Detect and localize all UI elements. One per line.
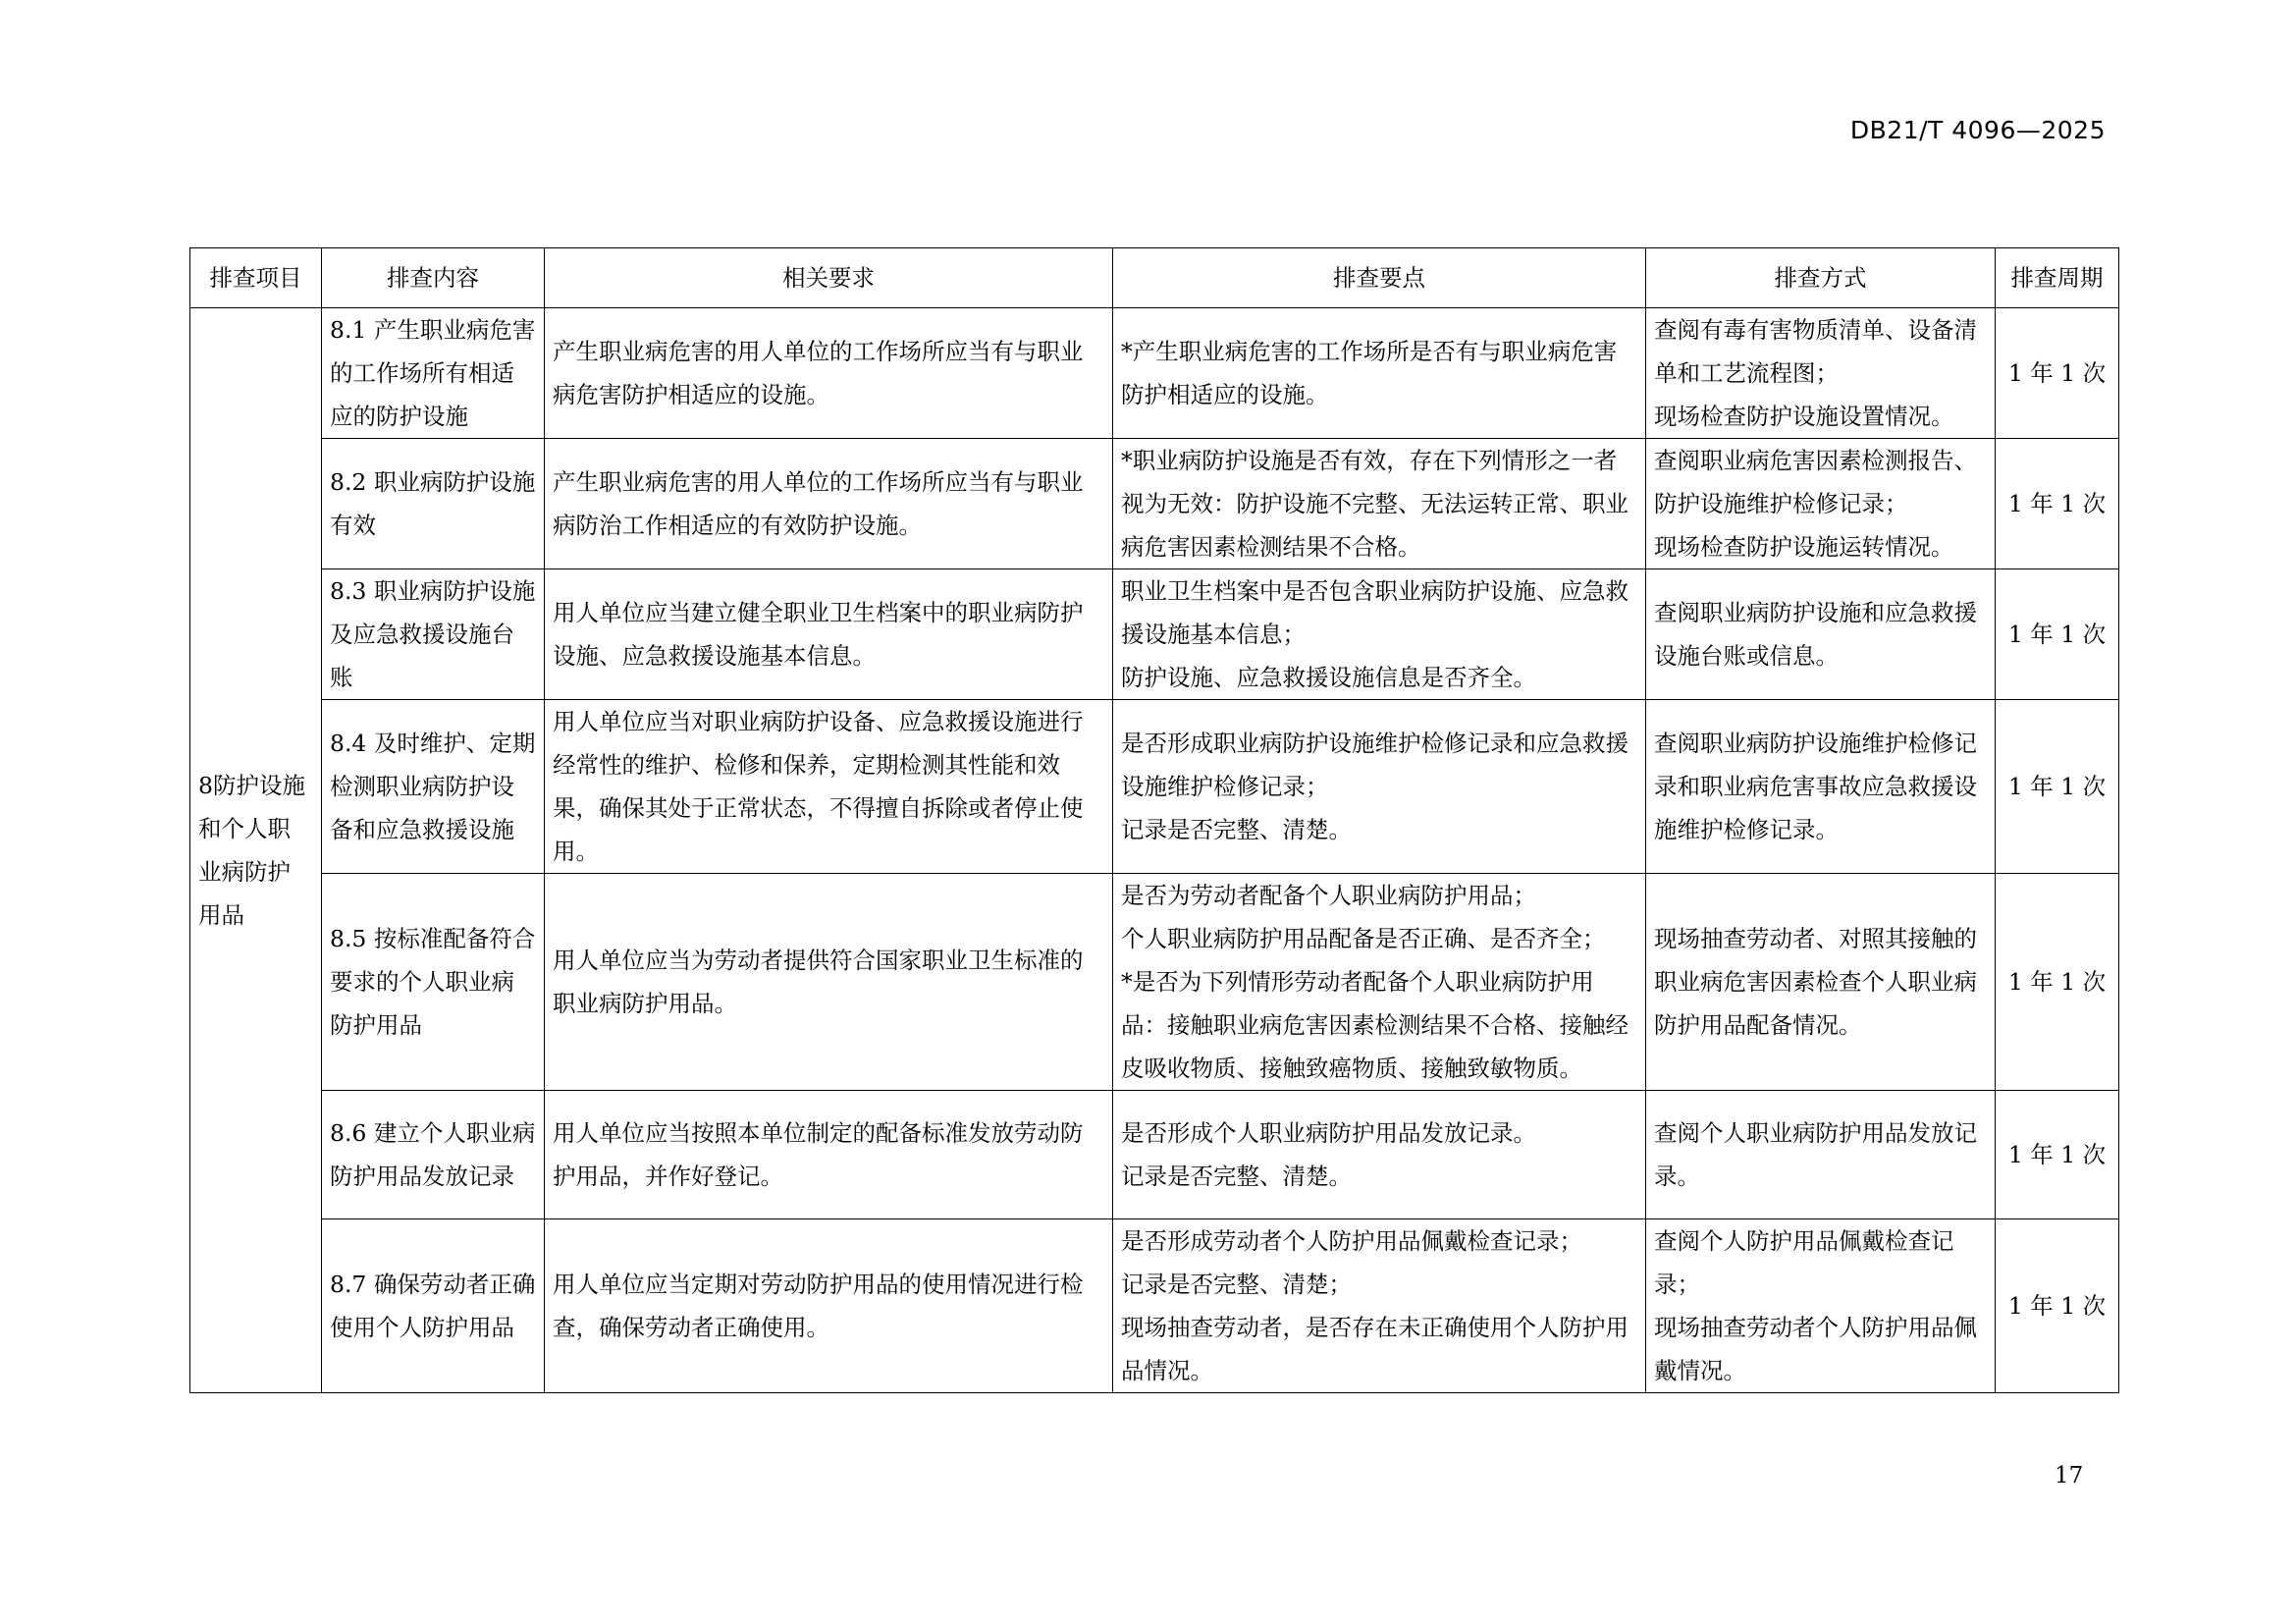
method-cell-line: 查阅个人防护用品佩戴检查记录；	[1654, 1227, 1954, 1298]
method-cell-line: 现场抽查劳动者、对照其接触的职业病危害因素检查个人职业病防护用品配备情况。	[1654, 925, 1977, 1039]
method-cell	[1646, 439, 1996, 569]
method-cell	[1646, 1091, 1996, 1219]
table-header-row	[190, 248, 2119, 308]
key-points-cell-line: *职业病防护设施是否有效，存在下列情形之一者视为无效：防护设施不完整、无法运转正常、职业病危害因素检测结果不合格。	[1121, 447, 1629, 561]
method-cell	[1646, 700, 1996, 874]
table-row	[190, 1219, 2119, 1393]
key-points-cell	[1113, 874, 1646, 1091]
inspection-table	[189, 247, 2119, 1393]
column-header: 排查要点	[1113, 248, 1646, 308]
table-row	[190, 1091, 2119, 1219]
key-points-cell	[1113, 700, 1646, 874]
cycle-cell: 1 年 1 次	[1996, 439, 2119, 569]
content-cell: 8.1 产生职业病危害的工作场所有相适应的防护设施	[322, 308, 545, 439]
requirement-cell: 用人单位应当为劳动者提供符合国家职业卫生标准的职业病防护用品。	[545, 874, 1113, 1091]
method-cell-line: 查阅职业病防护设施和应急救援设施台账或信息。	[1654, 599, 1977, 670]
key-points-cell-line: 职业卫生档案中是否包含职业病防护设施、应急救援设施基本信息；	[1121, 577, 1629, 648]
table-row	[190, 439, 2119, 569]
key-points-cell	[1113, 439, 1646, 569]
table-row	[190, 308, 2119, 439]
content-cell: 8.2 职业病防护设施有效	[322, 439, 545, 569]
method-cell-line: 查阅有毒有害物质清单、设备清单和工艺流程图；	[1654, 316, 1977, 387]
requirement-cell: 产生职业病危害的用人单位的工作场所应当有与职业病危害防护相适应的设施。	[545, 308, 1113, 439]
key-points-cell-line: *是否为下列情形劳动者配备个人职业病防护用品：接触职业病危害因素检测结果不合格、接触经皮吸收物质、接触致癌物质、接触致敏物质。	[1121, 968, 1629, 1082]
method-cell-line: 查阅个人职业病防护用品发放记录。	[1654, 1119, 1977, 1190]
requirement-cell: 用人单位应当定期对劳动防护用品的使用情况进行检查，确保劳动者正确使用。	[545, 1219, 1113, 1393]
requirement-cell: 用人单位应当建立健全职业卫生档案中的职业病防护设施、应急救援设施基本信息。	[545, 569, 1113, 700]
column-header: 排查方式	[1646, 248, 1996, 308]
cycle-cell: 1 年 1 次	[1996, 1219, 2119, 1393]
content-cell: 8.3 职业病防护设施及应急救援设施台账	[322, 569, 545, 700]
key-points-cell-line: 记录是否完整、清楚。	[1121, 1163, 1352, 1190]
key-points-cell-line: 是否形成个人职业病防护用品发放记录。	[1121, 1119, 1536, 1147]
cycle-cell: 1 年 1 次	[1996, 700, 2119, 874]
column-header: 相关要求	[545, 248, 1113, 308]
column-header: 排查周期	[1996, 248, 2119, 308]
key-points-cell-line: 记录是否完整、清楚；	[1121, 1271, 1352, 1298]
method-cell-line: 现场检查防护设施设置情况。	[1654, 403, 1954, 430]
key-points-cell-line: 记录是否完整、清楚。	[1121, 816, 1352, 843]
key-points-cell	[1113, 1219, 1646, 1393]
key-points-cell	[1113, 569, 1646, 700]
table-row	[190, 874, 2119, 1091]
page-number: 17	[2055, 1463, 2084, 1489]
key-points-cell-line: 是否为劳动者配备个人职业病防护用品；	[1121, 882, 1536, 909]
requirement-cell: 用人单位应当对职业病防护设备、应急救援设施进行经常性的维护、检修和保养，定期检测其性能和效果，确保其处于正常状态，不得擅自拆除或者停止使用。	[545, 700, 1113, 874]
cycle-cell: 1 年 1 次	[1996, 308, 2119, 439]
inspection-project-cell: 8防护设施和个人职业病防护用品	[190, 308, 322, 1393]
key-points-cell	[1113, 308, 1646, 439]
cycle-cell: 1 年 1 次	[1996, 569, 2119, 700]
content-cell: 8.5 按标准配备符合要求的个人职业病防护用品	[322, 874, 545, 1091]
content-cell: 8.7 确保劳动者正确使用个人防护用品	[322, 1219, 545, 1393]
method-cell	[1646, 308, 1996, 439]
method-cell-line: 查阅职业病防护设施维护检修记录和职业病危害事故应急救援设施维护检修记录。	[1654, 730, 1977, 843]
table-row	[190, 700, 2119, 874]
key-points-cell-line: 是否形成职业病防护设施维护检修记录和应急救援设施维护检修记录；	[1121, 730, 1629, 800]
cycle-cell: 1 年 1 次	[1996, 874, 2119, 1091]
key-points-cell-line: 防护设施、应急救援设施信息是否齐全。	[1121, 664, 1536, 691]
key-points-cell-line: 个人职业病防护用品配备是否正确、是否齐全；	[1121, 925, 1606, 952]
key-points-cell-line: 是否形成劳动者个人防护用品佩戴检查记录；	[1121, 1227, 1582, 1255]
method-cell-line: 现场抽查劳动者个人防护用品佩戴情况。	[1654, 1314, 1977, 1384]
requirement-cell: 用人单位应当按照本单位制定的配备标准发放劳动防护用品，并作好登记。	[545, 1091, 1113, 1219]
method-cell	[1646, 874, 1996, 1091]
key-points-cell	[1113, 1091, 1646, 1219]
method-cell-line: 现场检查防护设施运转情况。	[1654, 533, 1954, 561]
key-points-cell-line: 现场抽查劳动者，是否存在未正确使用个人防护用品情况。	[1121, 1314, 1629, 1384]
cycle-cell: 1 年 1 次	[1996, 1091, 2119, 1219]
content-cell: 8.4 及时维护、定期检测职业病防护设备和应急救援设施	[322, 700, 545, 874]
method-cell	[1646, 1219, 1996, 1393]
column-header: 排查内容	[322, 248, 545, 308]
method-cell-line: 查阅职业病危害因素检测报告、防护设施维护检修记录；	[1654, 447, 1977, 517]
content-cell: 8.6 建立个人职业病防护用品发放记录	[322, 1091, 545, 1219]
column-header: 排查项目	[190, 248, 322, 308]
table-row	[190, 569, 2119, 700]
key-points-cell-line: *产生职业病危害的工作场所是否有与职业病危害防护相适应的设施。	[1121, 338, 1618, 408]
document-code: DB21/T 4096—2025	[1849, 116, 2106, 144]
method-cell	[1646, 569, 1996, 700]
requirement-cell: 产生职业病危害的用人单位的工作场所应当有与职业病防治工作相适应的有效防护设施。	[545, 439, 1113, 569]
